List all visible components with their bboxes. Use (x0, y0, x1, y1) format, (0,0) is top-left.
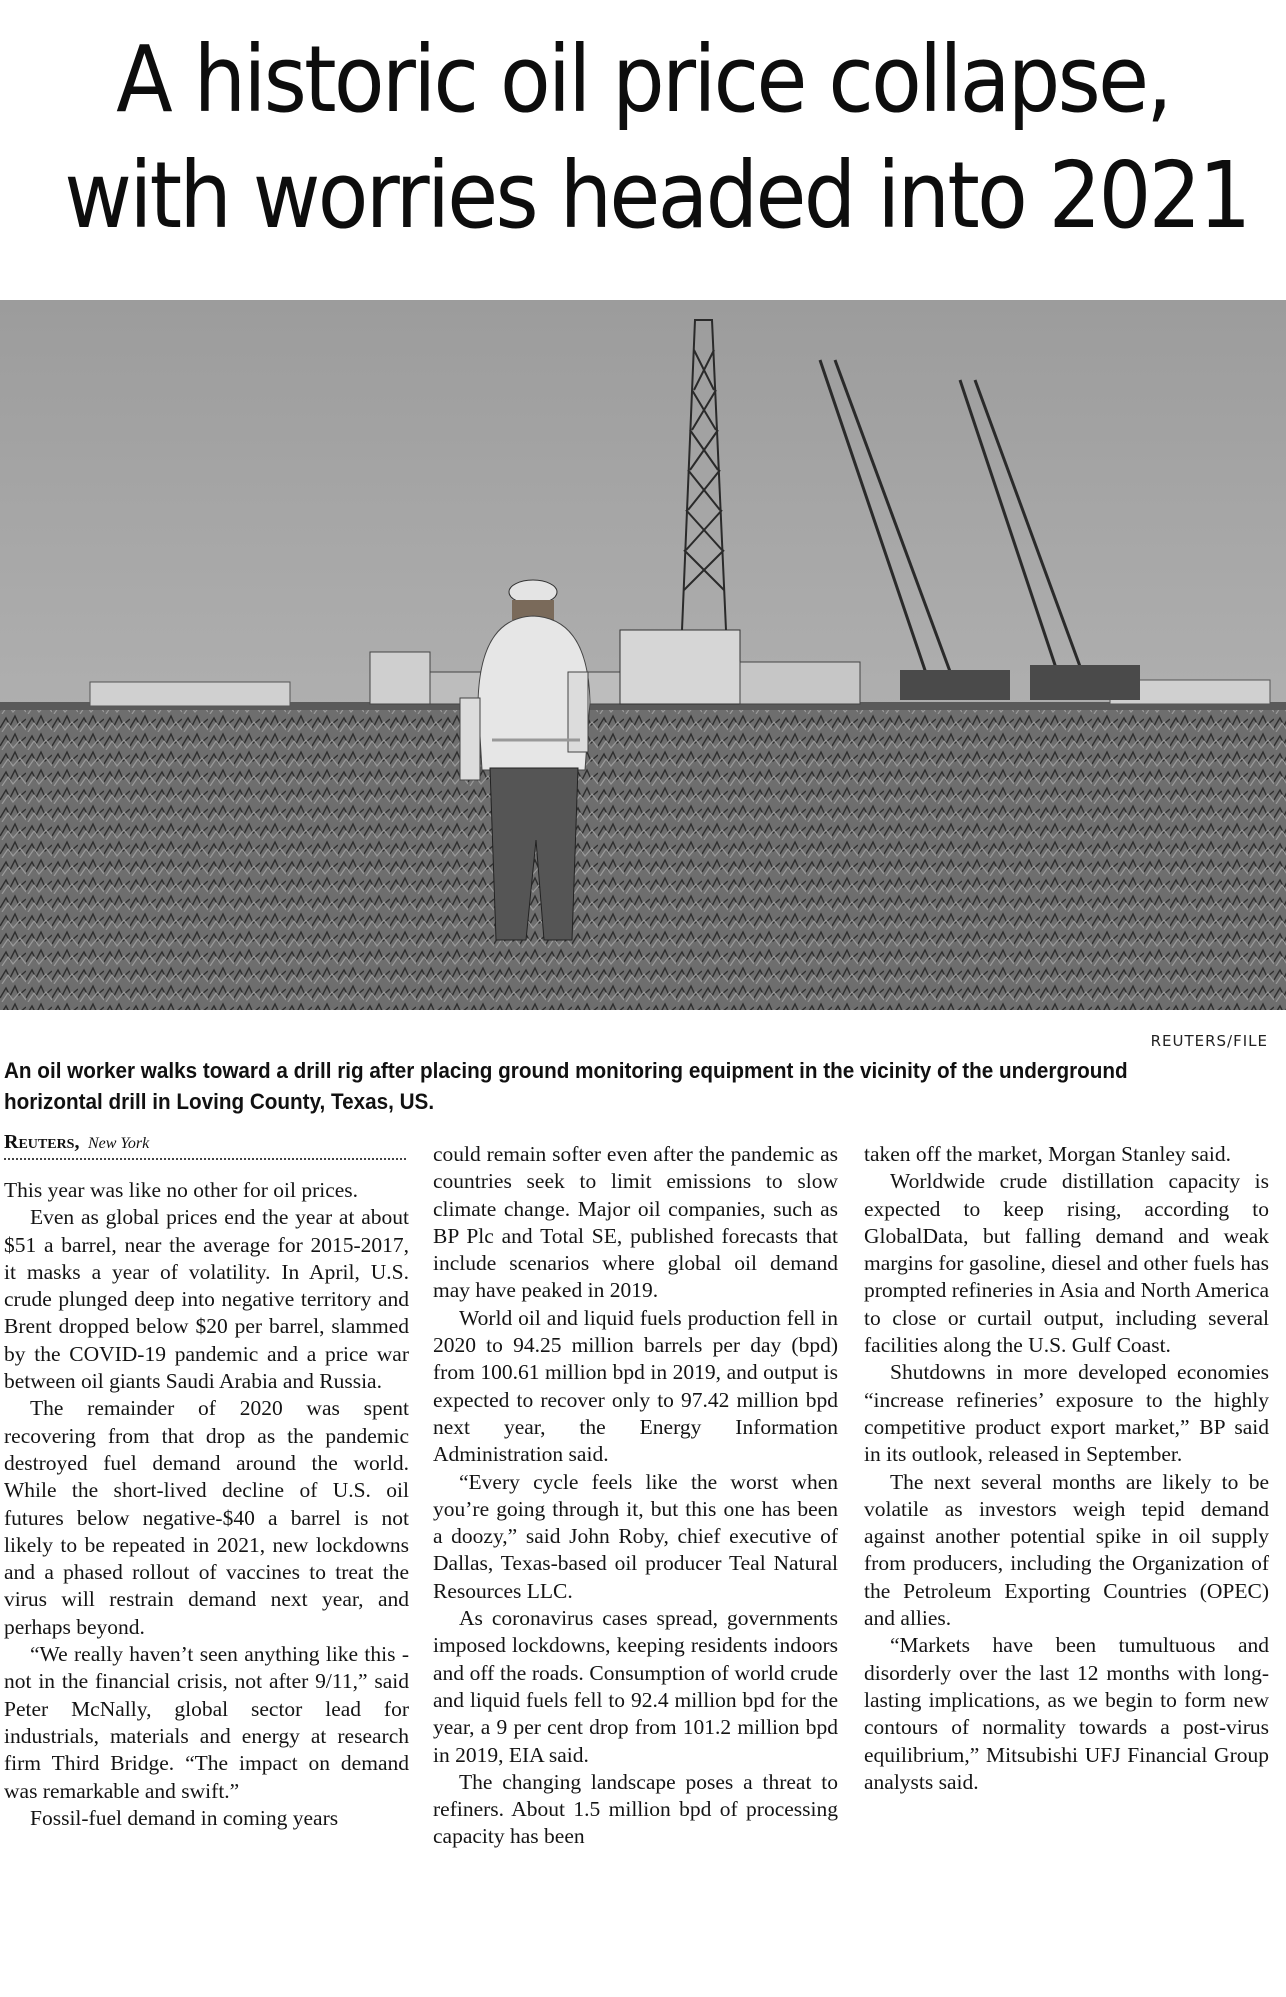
photo-caption: An oil worker walks toward a drill rig after placing ground monitoring equipment in the vicinity of the underground horizontal drill in Loving County, Texas, US. (4, 1058, 1128, 1114)
paragraph: The next several months are likely to be volatile as investors weigh tepid demand against another potential spike in oil supply from producers, including the Organization of the Petroleum Exporting Countries (OPEC) and allies. (864, 1469, 1269, 1631)
paragraph: “Markets have been tumultuous and disorderly over the last 12 months with long-lasting implications, as we begin to form new contours of normality towards a post-virus equilibrium,” Mitsubishi UFJ Financial Group analysts said. (864, 1633, 1269, 1794)
paragraph: Worldwide crude distillation capacity is expected to keep rising, according to GlobalData, but falling demand and weak margins for gasoline, diesel and other fuels has prompted refineries in Asia and North America to close or curtail output, including several facilities along the U.S. Gulf Coast. (864, 1169, 1269, 1358)
paragraph: Shutdowns in more developed economies “increase refineries’ exposure to the highly competitive product export market,” BP said in its outlook, released in September. (864, 1360, 1269, 1467)
byline-agency: Reuters, (4, 1131, 80, 1153)
headline-line-1: A historic oil price collapse, (116, 26, 1170, 133)
paragraph: This year was like no other for oil prices. (4, 1178, 359, 1202)
article-column-2 (433, 1141, 838, 1851)
paragraph: taken off the market, Morgan Stanley said. (864, 1142, 1232, 1166)
article-column-1 (4, 1177, 409, 1832)
paragraph: World oil and liquid fuels production fell in 2020 to 94.25 million barrels per day (bpd) from 100.61 million bpd in 2019, and output is expected to recover only to 97.42 million bpd next year, the Energy Information Administration said. (433, 1305, 838, 1467)
paragraph: Even as global prices end the year at about $51 a barrel, near the average for 2015-2017, it masks a year of volatility. In April, U.S. crude plunged deep into negative territory and Brent dropped below $20 per barrel, slammed by the COVID-19 pandemic and a price war between oil giants Saudi Arabia and Russia. (4, 1205, 409, 1394)
headline (64, 22, 1249, 254)
byline (4, 1131, 406, 1160)
paragraph: Fossil-fuel demand in coming years (30, 1805, 339, 1830)
paragraph: As coronavirus cases spread, governments imposed lockdowns, keeping residents indoors and off the roads. Consumption of world crude and liquid fuels fell to 92.4 million bpd for the year, a 9 per cent drop from 101.2 million bpd in 2019, EIA said. (433, 1606, 838, 1767)
paragraph: The remainder of 2020 was spent recovering from that drop as the pandemic destroyed fuel demand around the world. While the short-lived decline of U.S. oil futures below negative-$40 a barrel is not likely to be repeated in 2021, new lockdowns and a phased rollout of vaccines to treat the virus will restrain demand next year, and perhaps beyond. (4, 1396, 409, 1639)
paragraph: “We really haven’t seen anything like this - not in the financial crisis, not after 9/11,” said Peter McNally, global sector lead for industrials, materials and energy at research firm Third Bridge. “The impact on demand was remarkable and swift.” (4, 1642, 409, 1803)
article-column-3 (864, 1141, 1269, 1796)
paragraph: The changing landscape poses a threat to refiners. About 1.5 million bpd of processing capacity has been (433, 1769, 838, 1849)
oil-rig-photo (0, 300, 1286, 1010)
photo-credit: REUTERS/FILE (1150, 1032, 1268, 1050)
byline-dateline: New York (87, 1135, 150, 1152)
headline-line-2: with worries headed into 2021 (64, 142, 1249, 249)
paragraph: could remain softer even after the pandemic as countries seek to limit emissions to slow climate change. Major oil companies, such as BP Plc and Total SE, published forecasts that include scenarios where global oil demand may have peaked in 2019. (433, 1142, 838, 1303)
paragraph: “Every cycle feels like the worst when you’re going through it, but this one has been a doozy,” said John Roby, chief executive of Dallas, Texas-based oil producer Teal Natural Resources LLC. (433, 1469, 838, 1603)
